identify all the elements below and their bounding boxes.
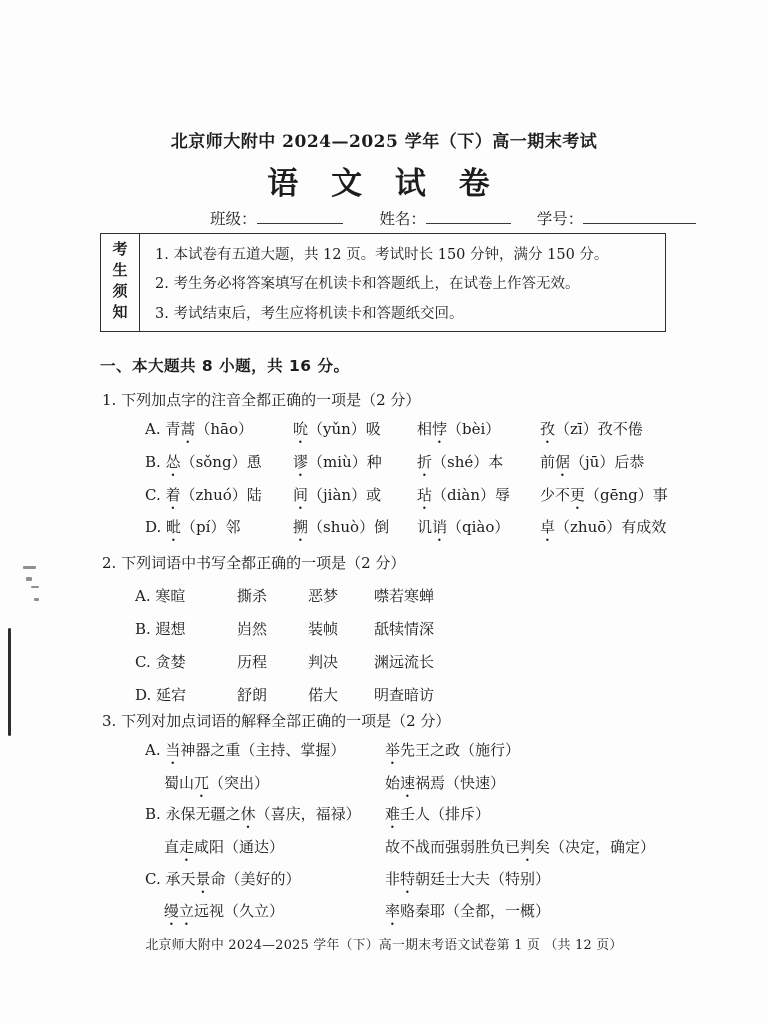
option-cell: 间（jiàn）或: [293, 486, 382, 504]
option-cell: C. 着（zhuó）陆: [145, 486, 262, 504]
question-2-option-b: [135, 619, 434, 640]
option-cell: 率赂秦耶（全都，一概）: [385, 902, 551, 920]
option-cell: 讥诮（qiào）: [417, 518, 510, 536]
option-cell: D. 毗（pí）邻: [145, 518, 241, 536]
option-cell: C. 承天景命（美好的）: [145, 870, 301, 888]
question-3-option-c-line-2: [145, 901, 550, 929]
option-cell: 直走咸阳（通达）: [164, 838, 285, 856]
option-cell: 舐犊情深: [374, 620, 435, 638]
notice-item: 1. 本试卷有五道大题，共 12 页。考试时长 150 分钟，满分 150 分。: [155, 246, 609, 263]
scan-artifact-speck: [31, 586, 39, 588]
scan-artifact-speck: [26, 577, 32, 581]
notice-items: [140, 234, 665, 331]
option-cell: 谬（miù）种: [293, 453, 382, 471]
option-cell: 判决: [308, 653, 339, 671]
option-cell: 岿然: [237, 620, 268, 638]
option-cell: 舒朗: [237, 686, 268, 704]
option-cell: 少不更（gēng）事: [540, 486, 668, 504]
scan-artifact-speck: [34, 598, 39, 601]
notice-item: 2. 考生务必将答案填写在机读卡和答题纸上，在试卷上作答无效。: [155, 276, 580, 292]
option-cell: 蜀山兀（突出）: [164, 774, 270, 792]
option-cell: 卓（zhuō）有成效: [540, 518, 667, 536]
question-2-option-a: [135, 586, 434, 607]
question-3-option-b-line-2: [145, 837, 655, 865]
question-1-option-b: [145, 452, 644, 480]
section-one-heading: 一、本大题共 8 小题，共 16 分。: [100, 357, 350, 375]
question-3-option-b-line-1: [145, 804, 490, 832]
option-cell: 举先王之政（施行）: [385, 741, 521, 759]
option-cell: 搠（shuò）倒: [293, 518, 390, 536]
studentid-label: 学号：: [536, 210, 584, 228]
question-2-stem: 2. 下列词语中书写全都正确的一项是（2 分）: [102, 554, 406, 572]
option-cell: 撕杀: [237, 587, 268, 605]
candidate-notice-box: [100, 233, 666, 332]
name-label: 姓名：: [379, 210, 426, 228]
option-cell: 玷（diàn）辱: [417, 486, 511, 504]
class-label: 班级：: [210, 210, 257, 228]
question-1-option-c: [145, 485, 668, 513]
option-cell: A. 寒暄: [135, 587, 186, 605]
option-cell: C. 贪婪: [135, 653, 186, 671]
option-cell: 历程: [237, 653, 268, 671]
exam-title: 语 文 试 卷: [267, 166, 501, 202]
scan-artifact-speck: [23, 566, 36, 569]
option-cell: 难壬人（排斥）: [385, 805, 491, 823]
option-cell: A. 当神器之重（主持、掌握）: [145, 741, 346, 759]
option-cell: 噤若寒蝉: [374, 587, 435, 605]
studentid-blank-line: [583, 209, 696, 224]
option-cell: 相悖（bèi）: [417, 420, 501, 438]
question-2-option-c: [135, 652, 434, 673]
option-cell: 恶梦: [308, 587, 339, 605]
exam-header: 北京师大附中 2024—2025 学年（下）高一期末考试: [170, 132, 598, 152]
notice-item: 3. 考试结束后，考生应将机读卡和答题纸交回。: [155, 305, 464, 322]
question-2-option-d: [135, 685, 434, 706]
notice-side-cell: [101, 234, 140, 331]
option-cell: 缦立远视（久立）: [164, 902, 285, 920]
question-3-option-a-line-1: [145, 740, 520, 768]
question-3-option-a-line-2: [145, 773, 505, 801]
option-cell: B. 永保无疆之休（喜庆，福禄）: [145, 805, 361, 823]
option-cell: 故不战而强弱胜负已判矣（决定，确定）: [385, 838, 656, 856]
question-1-option-a: [145, 419, 643, 447]
option-cell: B. 怂（sǒng）恿: [145, 453, 262, 471]
option-cell: 吮（yǔn）吸: [293, 420, 381, 438]
class-blank-line: [257, 209, 343, 224]
page-footer: 北京师大附中 2024—2025 学年（下）高一期末考语文试卷第 1 页 （共 12 页）: [145, 938, 623, 953]
option-cell: 始速祸焉（快速）: [385, 774, 506, 792]
option-cell: B. 遐想: [135, 620, 186, 638]
option-cell: 折（shé）本: [417, 453, 504, 471]
option-cell: 前倨（jū）后恭: [540, 453, 645, 471]
option-cell: D. 延宕: [135, 686, 187, 704]
question-3-option-c-line-1: [145, 869, 550, 897]
question-1-stem: 1. 下列加点字的注音全都正确的一项是（2 分）: [102, 391, 421, 409]
scan-artifact-line: [8, 628, 11, 736]
option-cell: A. 青蒿（hāo）: [145, 420, 254, 438]
question-1-option-d: [145, 517, 666, 545]
question-3-stem: 3. 下列对加点词语的解释全部正确的一项是（2 分）: [102, 712, 451, 730]
notice-side-label: 考生须知: [110, 240, 129, 325]
option-cell: 非特朝廷士大夫（特别）: [385, 870, 551, 888]
student-info-line: [210, 207, 696, 229]
option-cell: 偌大: [308, 686, 339, 704]
option-cell: 装帧: [308, 620, 339, 638]
option-cell: 孜（zī）孜不倦: [540, 420, 643, 438]
option-cell: 明查暗访: [374, 686, 435, 704]
name-blank-line: [426, 209, 511, 224]
option-cell: 渊远流长: [374, 653, 435, 671]
